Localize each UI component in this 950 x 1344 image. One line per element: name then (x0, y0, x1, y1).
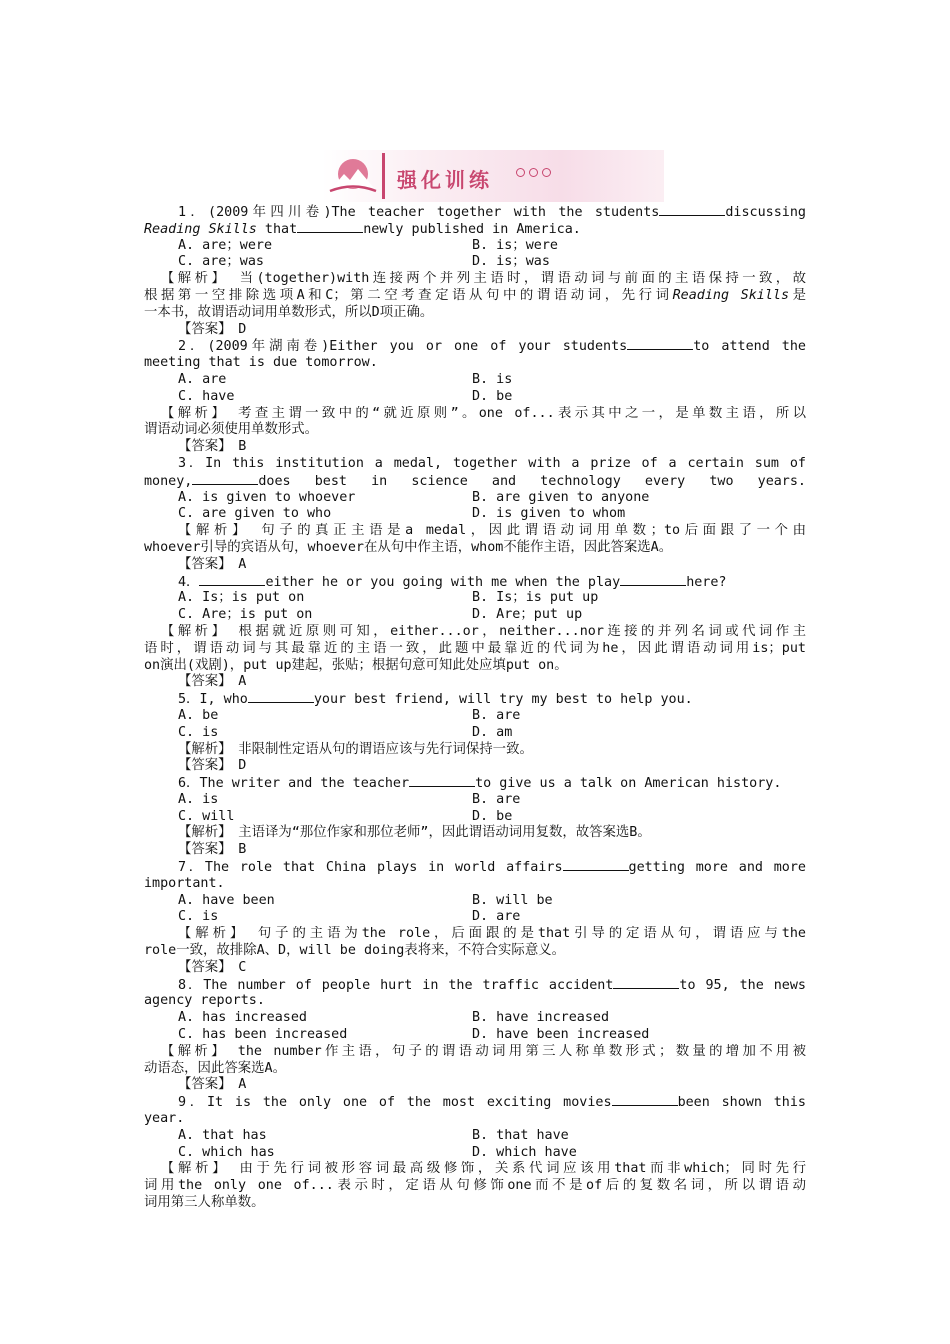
q8-explanation-1: 【解析】 the number作主语，句子的谓语动词用第三人称单数形式；数量的增加不用被 (161, 1043, 806, 1059)
q1-explanation-1: 【解析】 当(together)with连接两个并列主语时，谓语动词与前面的主语保持一致，故 (161, 271, 806, 287)
blank (409, 775, 475, 787)
q8-options-ab: A. has increased B. have increased (178, 1010, 610, 1026)
q2-options-cd: C. have D. be (178, 388, 513, 404)
q6-options-ab: A. is B. are (178, 791, 521, 807)
q4-explanation-2: 语时，谓语动词与其最靠近的主语一致，此题中最靠近的代词为he，因此谓语动词用is；put (144, 640, 806, 656)
q8-line-2: agency reports. (144, 993, 265, 1009)
q7-line-1: 7．The role that China plays in world affairs getting more and more (178, 860, 806, 876)
q3-explanation-1: 【解析】 句子的真正主语是a medal，因此谓语动词用单数；to后面跟了一个由 (178, 523, 806, 539)
q2-explanation-2: 谓语动词必须使用单数形式。 (144, 422, 319, 438)
q1-line-2: Reading Skills that newly published in America. (144, 221, 581, 237)
q9-line-1: 9．It is the only one of the most exciting movies been shown this (178, 1095, 806, 1111)
q6-answer: 【答案】 B (178, 842, 247, 858)
q2-line-2: meeting that is due tomorrow. (144, 355, 378, 371)
q8-line-1: 8．The number of people hurt in the traffic accident to 95, the news (178, 977, 806, 993)
blank (659, 204, 725, 216)
q6-line-1: 6．The writer and the teacher to give us a talk on American history. (178, 776, 782, 792)
q6-options-cd: C. will D. be (178, 808, 513, 824)
q8-answer: 【答案】 A (178, 1077, 247, 1093)
q2-answer: 【答案】 B (178, 439, 247, 455)
q3-line-1: 3．In this institution a medal, together with a prize of a certain sum of (178, 455, 806, 471)
q4-explanation-1: 【解析】 根据就近原则可知，either...or，neither...nor连接的并列名词或代词作主 (161, 623, 806, 639)
q2-options-ab: A. are B. is (178, 371, 513, 387)
q5-explanation: 【解析】 非限制性定语从句的谓语应该与先行词保持一致。 (178, 741, 533, 757)
q7-options-cd: C. is D. are (178, 909, 521, 925)
q9-options-ab: A. that has B. that have (178, 1127, 569, 1143)
q1-options-ab: A. are；were B. is；were (178, 237, 558, 253)
q4-options-ab: A. Is；is put on B. Is；is put up (178, 590, 599, 606)
q2-line-1: 2．(2009年湖南卷)Either you or one of your students to attend the (178, 339, 806, 355)
q1-answer: 【答案】 D (178, 321, 247, 337)
q1-line-1: 1．(2009年四川卷)The teacher together with the students discussing (178, 205, 806, 220)
q1-options-cd: C. are；was D. is；was (178, 254, 550, 270)
q3-explanation-2: whoever引导的宾语从句，whoever在从句中作主语，whom不能作主语，因此答案选A。 (144, 539, 673, 555)
q8-options-cd: C. has been increased D. have been increased (178, 1027, 650, 1043)
blank (627, 338, 693, 350)
mountain-logo-icon (328, 156, 378, 196)
exercise-content (144, 204, 806, 1212)
q4-explanation-3: on演出(戏剧)，put up建起，张贴；根据句意可知此处应填put on。 (144, 657, 568, 673)
q9-explanation-3: 词用第三人称单数。 (144, 1195, 265, 1211)
circle-icon (529, 168, 538, 177)
q7-explanation-2: role一致，故排除A、D，will be doing表将来，不符合实际意义。 (144, 943, 565, 959)
blank (248, 691, 314, 703)
q4-line-1: 4． either he or you going with me when the play here? (178, 574, 727, 590)
q7-options-ab: A. have been B. will be (178, 892, 553, 908)
q6-explanation: 【解析】 主语译为“那位作家和那位老师”，因此谓语动词用复数，故答案选B。 (178, 825, 651, 841)
q9-options-cd: C. which has D. which have (178, 1144, 577, 1160)
q9-explanation-1: 【解析】 由于先行词被形容词最高级修饰，关系代词应该用that而非which；同时先行 (161, 1161, 806, 1177)
q3-line-2: money, does best in science and technology every two years. (144, 473, 806, 489)
q1-explanation-2: 根据第一空排除选项A和C；第二空考查定语从句中的谓语动词，先行词Reading Skills是 (144, 287, 806, 303)
banner-divider (382, 153, 385, 199)
section-banner (322, 150, 664, 202)
blank (199, 574, 265, 586)
q5-options-cd: C. is D. am (178, 724, 513, 740)
q8-explanation-2: 动语态，因此答案选A。 (144, 1060, 286, 1076)
q9-explanation-2: 词用the only one of...表示时，定语从句修饰one而不是of后的复数名词，所以谓语动 (144, 1178, 806, 1194)
circle-icon (542, 168, 551, 177)
blank (612, 1094, 678, 1106)
q9-line-2: year. (144, 1111, 185, 1127)
blank (613, 977, 679, 989)
q5-line-1: 5．I, who your best friend, will try my best to help you. (178, 692, 693, 708)
q5-answer: 【答案】 D (178, 758, 247, 774)
q1-explanation-3: 一本书，故谓语动词用单数形式，所以D项正确。 (144, 304, 434, 320)
q7-line-2: important. (144, 875, 225, 891)
q7-explanation-1: 【解析】 句子的主语为the role，后面跟的是that引导的定语从句，谓语应与the (178, 926, 806, 942)
q4-options-cd: C. Are；is put on D. Are；put up (178, 607, 583, 623)
blank (192, 473, 258, 485)
q3-options-ab: A. is given to whoever B. are given to anyone (178, 489, 650, 505)
blank (620, 574, 686, 586)
banner-title: 强化训练 (397, 168, 493, 192)
q5-options-ab: A. be B. are (178, 707, 521, 723)
banner-dots (516, 168, 551, 177)
blank (563, 859, 629, 871)
q2-explanation-1: 【解析】 考查主谓一致中的“就近原则”。one of...表示其中之一，是单数主语，所以 (161, 405, 806, 421)
blank (297, 221, 363, 233)
circle-icon (516, 168, 525, 177)
q3-options-cd: C. are given to who D. is given to whom (178, 506, 626, 522)
q3-answer: 【答案】 A (178, 556, 247, 572)
q4-answer: 【答案】 A (178, 674, 247, 690)
q7-answer: 【答案】 C (178, 959, 247, 975)
